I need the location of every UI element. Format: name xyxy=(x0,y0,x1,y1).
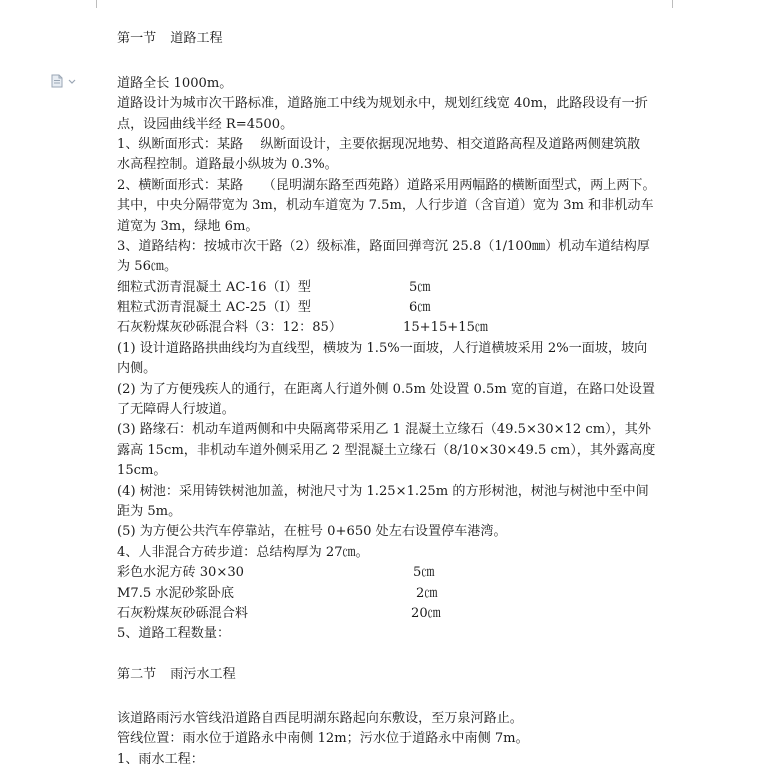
note-line: (2) 为了方便残疾人的通行，在距离人行道外侧 0.5m 处设置 0.5m 宽的盲道，在路口处设置 xyxy=(117,381,655,397)
structure-layer: 石灰粉煤灰砂砾混合料（3：12：85） xyxy=(117,320,342,336)
paragraph-line: 5、道路工程数量： xyxy=(117,626,231,642)
walk-structure-row xyxy=(117,584,677,604)
note-line: 露高 15cm，非机动车道外侧采用乙 2 型混凝土立缘石（8/10×30×49.5 cm），其外露高度 xyxy=(117,442,656,458)
walk-layer: M7.5 水泥砂浆卧底 xyxy=(117,585,234,601)
structure-row xyxy=(117,298,677,318)
paragraph-line: 道路全长 1000m。 xyxy=(117,75,233,91)
paragraph-line: 管线位置：雨水位于道路永中南侧 12m；污水位于道路永中南侧 7m。 xyxy=(117,731,529,747)
page-corner-mark-right xyxy=(672,0,695,8)
paragraph-line: 水高程控制。道路最小纵坡为 0.3%。 xyxy=(117,157,338,173)
section-title: 雨污水工程 xyxy=(170,667,236,683)
paragraph-line: 1、纵断面形式：某路 纵断面设计，主要依据现况地势、相交道路高程及道路两侧建筑散 xyxy=(117,136,641,152)
note-line: (4) 树池：采用铸铁树池加盖，树池尺寸为 1.25×1.25m 的方形树池，树池与树池中至中间 xyxy=(117,483,649,499)
walk-layer: 彩色水泥方砖 30×30 xyxy=(117,565,245,581)
section-heading xyxy=(117,29,677,49)
paragraph-line: 道宽为 3m，绿地 6m。 xyxy=(117,218,259,234)
paragraph-line: 点，设园曲线半经 R=4500。 xyxy=(117,116,294,132)
structure-row xyxy=(117,318,677,338)
structure-layer: 粗粒式沥青混凝土 AC-25（Ⅰ）型 xyxy=(117,300,311,316)
walk-layer: 石灰粉煤灰砂砾混合料 xyxy=(117,605,248,621)
section-number: 第一节 xyxy=(117,31,157,46)
structure-layer: 细粒式沥青混凝土 AC-16（Ⅰ）型 xyxy=(117,279,311,295)
walk-thickness: 5㎝ xyxy=(413,565,435,581)
walk-thickness: 2㎝ xyxy=(416,585,438,601)
structure-thickness: 5㎝ xyxy=(409,279,431,295)
note-line: (5) 为方便公共汽车停靠站，在桩号 0+650 处左右设置停车港湾。 xyxy=(117,524,507,540)
page-corner-mark-left xyxy=(96,0,97,8)
note-line: 15cm。 xyxy=(117,463,167,479)
document-options-icon[interactable] xyxy=(50,74,78,88)
walk-structure-row xyxy=(117,604,677,624)
blank-line xyxy=(117,686,677,706)
structure-thickness: 6㎝ xyxy=(409,300,431,316)
note-line: (3) 路缘石：机动车道两侧和中央隔离带采用乙 1 混凝土立缘石（49.5×30×12 cm），其外 xyxy=(117,422,651,438)
note-line: 4、人非混合方砖步道：总结构厚为 27㎝。 xyxy=(117,544,369,560)
section-heading xyxy=(117,665,677,685)
paragraph-line: 其中，中央分隔带宽为 3m，机动车道宽为 7.5m，人行步道（含盲道）宽为 3m 和非机动车 xyxy=(117,198,654,214)
structure-thickness: 15+15+15㎝ xyxy=(403,320,489,336)
paragraph-line: 2、横断面形式：某路 （昆明湖东路至西苑路）道路采用两幅路的横断面型式，两上两下。 xyxy=(117,177,656,193)
blank-line xyxy=(117,645,677,665)
section-number: 第二节 xyxy=(117,667,157,683)
paragraph-line: 道路设计为城市次干路标准，道路施工中线为规划永中，规划红线宽 40m，此路段设有一折 xyxy=(117,96,648,112)
paragraph-line: 该道路雨污水管线沿道路自西昆明湖东路起向东敷设，至万泉河路止。 xyxy=(117,710,523,726)
walk-structure-row xyxy=(117,563,677,583)
note-line: 了无障碍人行坡道。 xyxy=(117,402,235,418)
section-title: 道路工程 xyxy=(170,31,223,46)
structure-row xyxy=(117,278,677,298)
note-line: 内侧。 xyxy=(117,361,157,377)
paragraph-line: 3、道路结构：按城市次干路（2）级标准，路面回弹弯沉 25.8（1/100㎜）机动车道结构厚 xyxy=(117,238,650,254)
paragraph-line: 为 56㎝。 xyxy=(117,259,178,275)
blank-line xyxy=(117,49,677,69)
walk-thickness: 20㎝ xyxy=(411,605,441,621)
note-line: (1) 设计道路路拱曲线均为直线型，横坡为 1.5%一面坡，人行道横坡采用 2%一面坡，坡向 xyxy=(117,340,648,356)
note-line: 距为 5m。 xyxy=(117,503,182,519)
document-page xyxy=(117,29,677,770)
paragraph-line: 1、雨水工程： xyxy=(117,751,204,767)
